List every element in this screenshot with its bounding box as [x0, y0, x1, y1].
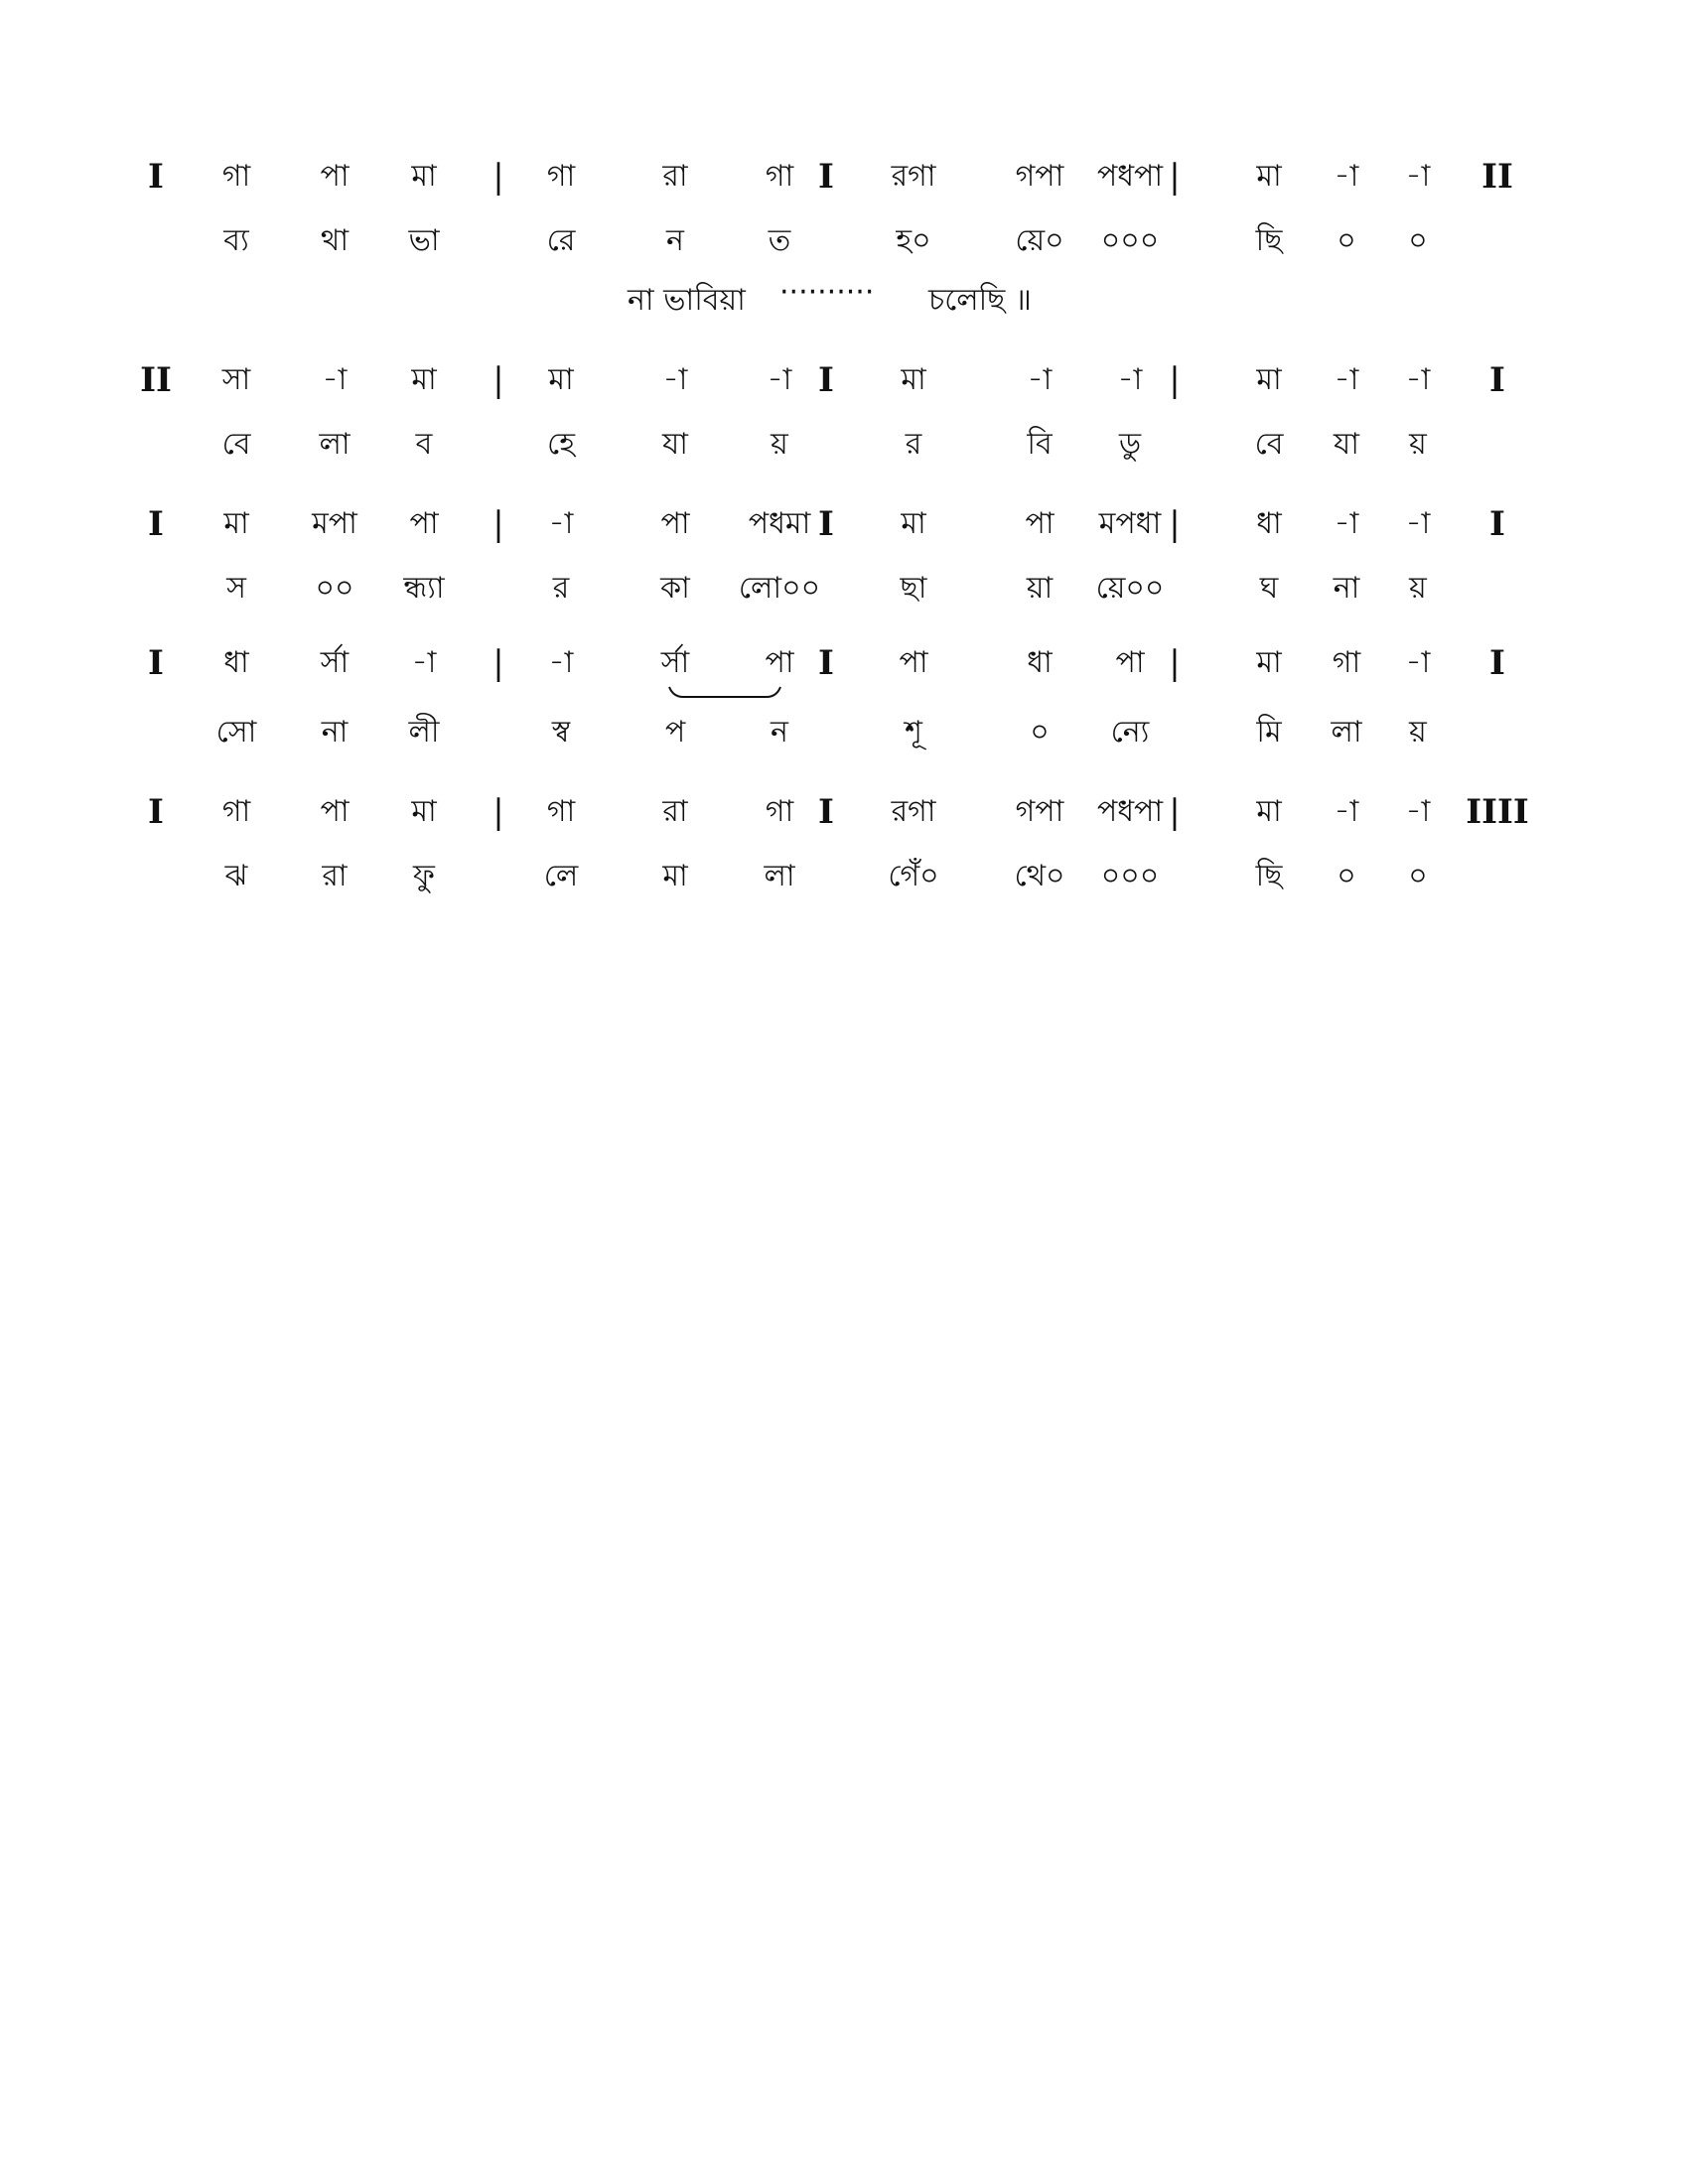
swara-note: মা: [1256, 645, 1282, 680]
lyric-syllable: ঘ: [1259, 571, 1279, 606]
swara-note: পা: [320, 794, 350, 829]
lyric-syllable: হে: [547, 427, 575, 462]
lyric-syllable: য়: [1409, 571, 1427, 606]
bar-line: I: [148, 504, 164, 544]
refrain-dots: ··········: [779, 275, 875, 310]
bar-line: |: [492, 504, 504, 544]
bar-line: |: [1169, 792, 1181, 832]
swara-note: -া: [1027, 362, 1053, 397]
refrain-start: না ভাবিয়া: [628, 283, 746, 318]
lyric-syllable: বি: [1027, 427, 1053, 462]
lyric-syllable: লা: [764, 859, 795, 893]
lyric-syllable: ব: [415, 427, 433, 462]
swara-note: -া: [1334, 362, 1359, 397]
lyric-syllable: লো০০: [738, 571, 821, 606]
lyric-syllable: ০: [1030, 715, 1050, 750]
swara-note: -া: [1405, 794, 1431, 829]
lyric-syllable: র: [552, 571, 570, 606]
lyric-syllable: থা: [320, 223, 350, 258]
swara-note: -া: [411, 645, 437, 680]
bar-line: |: [1169, 360, 1181, 400]
swara-note: পা: [660, 506, 690, 541]
bar-line: |: [1169, 157, 1181, 197]
bar-line: IIII: [1466, 792, 1529, 832]
bar-line: I: [818, 157, 834, 197]
lyric-syllable: বে: [221, 427, 251, 462]
swara-note: -া: [1405, 362, 1431, 397]
swara-note: গপা: [1015, 159, 1064, 194]
lyric-syllable: ০: [1408, 223, 1428, 258]
lyric-syllable: ০: [1336, 859, 1356, 893]
lyric-syllable: স্ব: [551, 715, 571, 750]
lyric-syllable: য়ে০০: [1095, 571, 1165, 606]
swara-note: মা: [411, 159, 437, 194]
lyric-syllable: ০: [1336, 223, 1356, 258]
lyric-syllable: গেঁ০: [888, 859, 939, 893]
notation-row: [0, 638, 1688, 688]
swara-note: -া: [662, 362, 688, 397]
bar-line: |: [492, 643, 504, 683]
swara-note: গা: [765, 794, 794, 829]
swara-note: র্সা: [660, 645, 690, 680]
lyric-syllable: য়: [1409, 715, 1427, 750]
swara-note: মা: [901, 506, 926, 541]
refrain-line: [0, 276, 1688, 326]
swara-note: গা: [546, 159, 576, 194]
bar-line: I: [1489, 643, 1505, 683]
swara-note: মা: [411, 794, 437, 829]
swara-note: পা: [1025, 506, 1055, 541]
swara-note: মা: [223, 506, 249, 541]
bar-line: I: [148, 792, 164, 832]
lyric-syllable: সো: [215, 715, 257, 750]
lyric-syllable: ডু: [1118, 427, 1142, 462]
lyric-syllable: শূ: [905, 715, 922, 750]
swara-note: পা: [409, 506, 439, 541]
bar-line: I: [818, 360, 834, 400]
swara-note: গা: [221, 159, 251, 194]
swara-note: -া: [548, 645, 574, 680]
swara-note: পধমা: [748, 506, 811, 541]
bar-line: I: [148, 157, 164, 197]
lyric-syllable: রে: [546, 223, 576, 258]
bar-line: I: [1489, 504, 1505, 544]
lyric-syllable: ছি: [1255, 859, 1283, 893]
swara-note: পা: [765, 645, 794, 680]
lyric-syllable: কা: [660, 571, 690, 606]
swara-note: -া: [1117, 362, 1143, 397]
lyric-syllable: বে: [1254, 427, 1284, 462]
lyric-syllable: ০: [1408, 859, 1428, 893]
swara-note: ধা: [223, 645, 249, 680]
swara-note: পা: [899, 645, 928, 680]
lyric-row: [0, 852, 1688, 901]
notation-row: [0, 499, 1688, 549]
swara-note: -া: [1334, 506, 1359, 541]
bar-line: |: [1169, 504, 1181, 544]
bar-line: I: [818, 792, 834, 832]
lyric-syllable: ছি: [1255, 223, 1283, 258]
swara-note: গা: [221, 794, 251, 829]
lyric-syllable: যা: [662, 427, 688, 462]
swara-note: -া: [1405, 159, 1431, 194]
swara-note: পধপা: [1096, 794, 1164, 829]
lyric-syllable: রা: [322, 859, 348, 893]
swara-note: মা: [901, 362, 926, 397]
lyric-syllable: য়া: [1026, 571, 1054, 606]
swara-note: ধা: [1256, 506, 1282, 541]
lyric-syllable: ০০: [315, 571, 354, 606]
bar-line: I: [1489, 360, 1505, 400]
swara-note: -া: [767, 362, 792, 397]
bar-line: |: [1169, 643, 1181, 683]
lyric-syllable: লা: [319, 427, 351, 462]
swara-note: -া: [1334, 159, 1359, 194]
lyric-syllable: ন্ধ্যা: [403, 571, 445, 606]
lyric-syllable: ভা: [408, 223, 440, 258]
swara-note: গা: [1332, 645, 1361, 680]
swara-note: রা: [662, 159, 688, 194]
swara-note: মা: [548, 362, 574, 397]
bar-line: I: [818, 643, 834, 683]
lyric-syllable: লা: [1331, 715, 1362, 750]
lyric-syllable: ফু: [413, 859, 435, 893]
bar-line: II: [1481, 157, 1513, 197]
notation-row: [0, 787, 1688, 837]
swara-note: মা: [1256, 159, 1282, 194]
bar-line: |: [492, 792, 504, 832]
swara-note: রগা: [891, 159, 936, 194]
swara-note: পা: [320, 159, 350, 194]
lyric-syllable: ছা: [900, 571, 927, 606]
swara-note: গা: [546, 794, 576, 829]
lyric-syllable: থে০: [1014, 859, 1065, 893]
swara-note: সা: [221, 362, 251, 397]
lyric-row: [0, 708, 1688, 757]
lyric-syllable: প: [664, 715, 686, 750]
lyric-row: [0, 564, 1688, 614]
swara-note: রা: [662, 794, 688, 829]
swara-note: -া: [1405, 506, 1431, 541]
swara-note: গপা: [1015, 794, 1064, 829]
notation-row: [0, 355, 1688, 405]
lyric-syllable: য়: [771, 427, 788, 462]
bar-line: II: [140, 360, 172, 400]
slur-curve: [669, 687, 780, 697]
swara-note: ধা: [1027, 645, 1053, 680]
lyric-syllable: ন: [666, 223, 684, 258]
notation-row: [0, 152, 1688, 202]
lyric-syllable: লে: [543, 859, 579, 893]
lyric-syllable: ০০০: [1100, 223, 1160, 258]
bar-line: I: [818, 504, 834, 544]
lyric-syllable: মি: [1256, 715, 1282, 750]
swara-note: মপধা: [1098, 506, 1162, 541]
lyric-syllable: হ০: [896, 223, 931, 258]
lyric-syllable: ব্য: [223, 223, 249, 258]
swara-note: গা: [765, 159, 794, 194]
lyric-syllable: ০০০: [1100, 859, 1160, 893]
lyric-syllable: য়ে০: [1015, 223, 1064, 258]
swara-note: রগা: [891, 794, 936, 829]
refrain-end: চলেছি ॥: [928, 283, 1032, 318]
swara-note: -া: [548, 506, 574, 541]
swara-note: -া: [322, 362, 348, 397]
lyric-syllable: য়: [1409, 427, 1427, 462]
bar-line: |: [492, 157, 504, 197]
swara-note: মা: [1256, 794, 1282, 829]
swara-note: মপা: [312, 506, 357, 541]
lyric-syllable: স: [226, 571, 246, 606]
lyric-syllable: ন্যে: [1110, 715, 1150, 750]
swara-note: -া: [1405, 645, 1431, 680]
swara-note: পধপা: [1096, 159, 1164, 194]
swara-note: -া: [1334, 794, 1359, 829]
lyric-syllable: যা: [1334, 427, 1359, 462]
slur-mark: [667, 685, 782, 705]
lyric-syllable: মা: [662, 859, 688, 893]
lyric-syllable: না: [321, 715, 349, 750]
lyric-syllable: ঝ: [224, 859, 248, 893]
swara-note: পা: [1115, 645, 1145, 680]
lyric-syllable: র: [905, 427, 922, 462]
bar-line: |: [492, 360, 504, 400]
swara-note: মা: [1256, 362, 1282, 397]
lyric-syllable: ত: [768, 223, 791, 258]
swara-note: র্সা: [320, 645, 350, 680]
lyric-syllable: লী: [408, 715, 440, 750]
swara-note: মা: [411, 362, 437, 397]
bar-line: I: [148, 643, 164, 683]
lyric-row: [0, 216, 1688, 266]
lyric-row: [0, 420, 1688, 470]
lyric-syllable: না: [1333, 571, 1360, 606]
lyric-syllable: ন: [771, 715, 788, 750]
